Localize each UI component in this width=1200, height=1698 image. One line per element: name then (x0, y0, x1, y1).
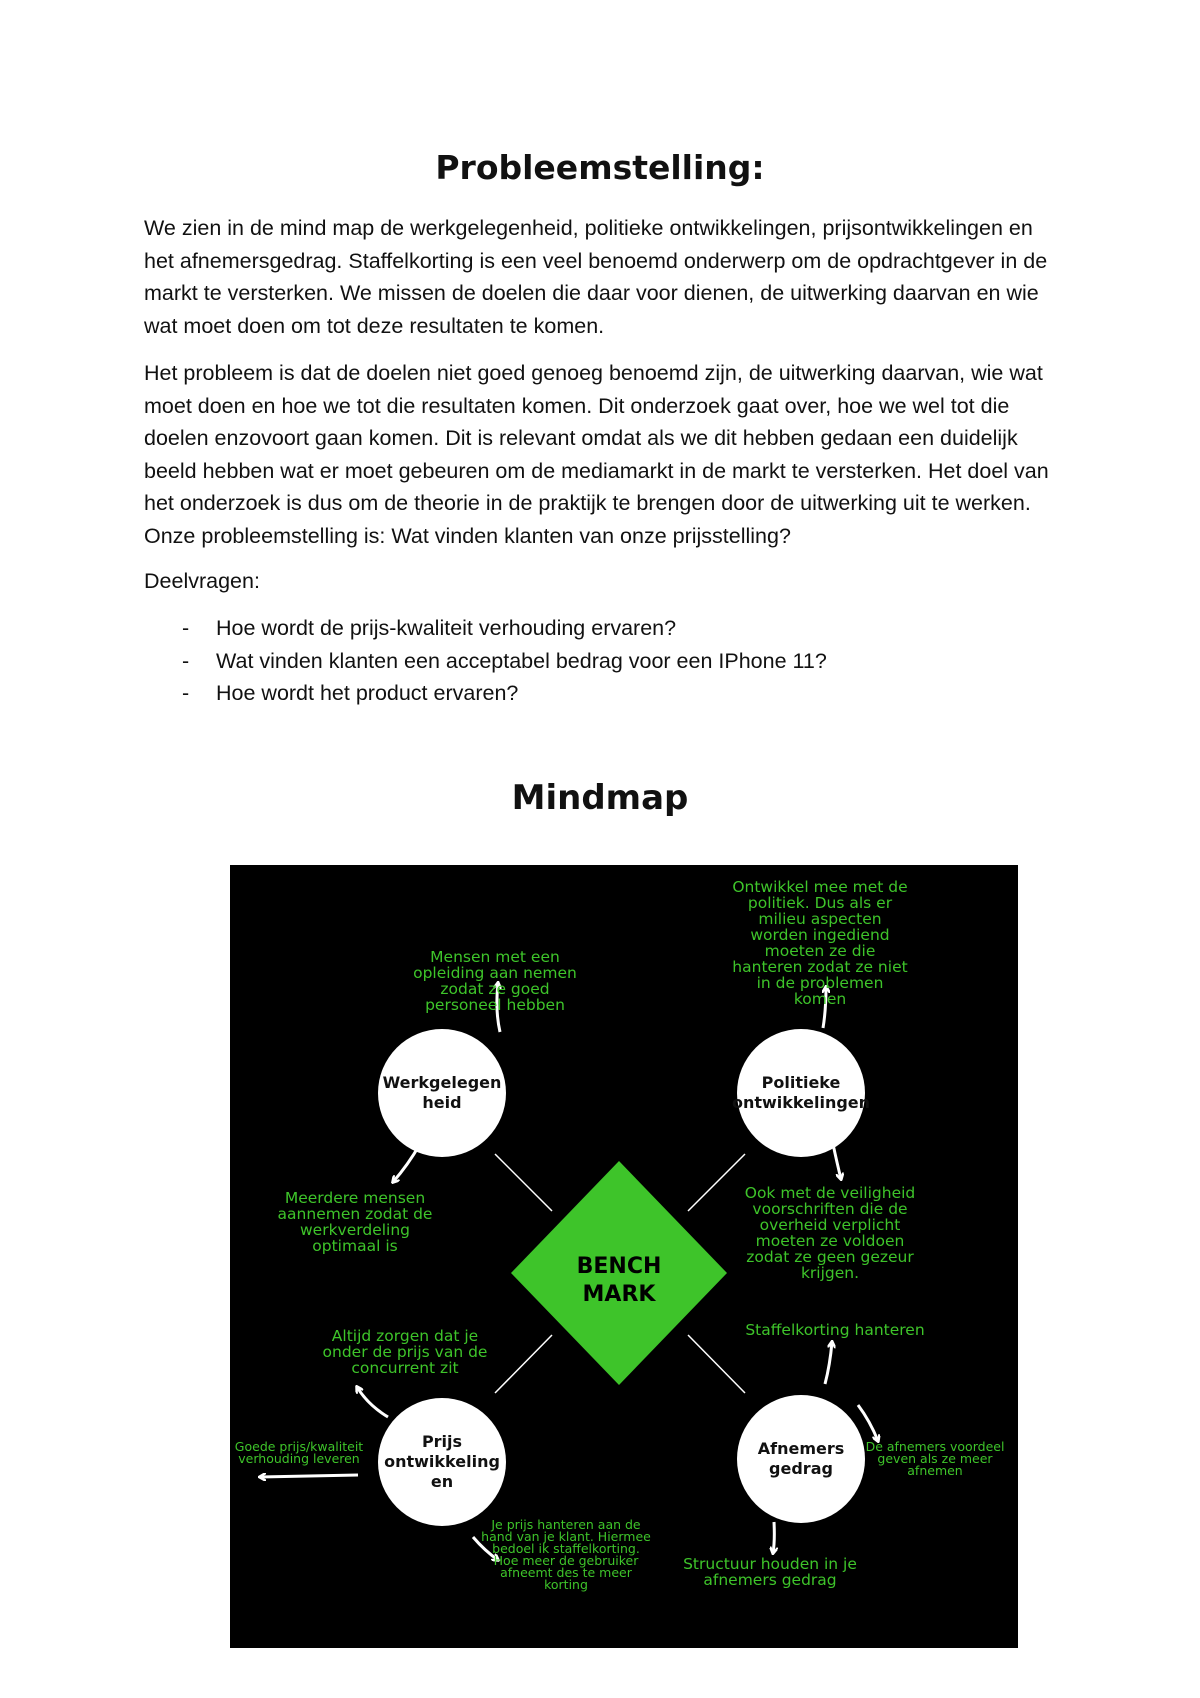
subquestions-label: Deelvragen: (144, 569, 260, 593)
subquestion-text: Hoe wordt de prijs-kwaliteit verhouding ervaren? (216, 616, 677, 640)
center-label (534, 1253, 704, 1309)
list-item (144, 677, 827, 710)
problem-heading: Probleemstelling: (435, 148, 765, 187)
note-pol-bottom: Ook met de veiligheid voorschriften die de overheid verplicht moeten ze voldoen zodat ze geen gezeur krijgen. (744, 1184, 916, 1282)
note-werk-top: Mensen met een opleiding aan nemen zodat ze goed personeel hebben (413, 948, 577, 1014)
node-label: en (430, 1472, 454, 1491)
node-label: heid (422, 1093, 462, 1112)
arrow-icon (825, 1342, 832, 1384)
intro-paragraph: We zien in de mind map de werkgelegenheid, politieke ontwikkelingen, prijsontwikkelingen en het afnemersgedrag. Staffelkorting is een veel benoemd onderwerp om de opdrachtgever in de markt te versterken. We missen de doelen die daar voor dienen, de uitwerking daarvan en wie wat moet doen om tot deze resultaten te komen. (144, 216, 1048, 338)
note-afn-bottom: Structuur houden in je afnemers gedrag (683, 1555, 857, 1589)
arrow-icon (858, 1405, 878, 1441)
note-prijs-left: Goede prijs/kwaliteit verhouding leveren (234, 1439, 364, 1466)
arrow-icon (833, 1144, 841, 1179)
node-label: Werkgelegen (382, 1073, 502, 1092)
connector-line (495, 1154, 552, 1211)
center-label-line: MARK (582, 1282, 656, 1307)
note-pol-top: Ontwikkel mee met de politiek. Dus als er milieu aspecten worden ingediend moeten ze die hanteren zodat ze niet in de problemen komen (732, 878, 908, 1008)
arrow-icon (357, 1387, 388, 1417)
node-label: Afnemers (757, 1439, 845, 1458)
center-label-line: BENCH (576, 1254, 662, 1279)
list-item (144, 645, 827, 678)
subquestion-text: Hoe wordt het product ervaren? (216, 681, 519, 705)
subquestion-text: Wat vinden klanten een acceptabel bedrag voor een IPhone 11? (216, 648, 827, 673)
node-label: ontwikkeling (384, 1452, 500, 1471)
node-label: ontwikkelingen (731, 1093, 871, 1112)
note-afn-top: Staffelkorting hanteren (745, 1321, 925, 1339)
mindmap-heading: Mindmap (511, 778, 689, 818)
connector-line (688, 1335, 745, 1393)
mindmap-image (230, 865, 1018, 1648)
node-afnemersgedrag (737, 1395, 865, 1523)
arrow-icon (260, 1475, 358, 1477)
note-werk-bottom: Meerdere mensen aannemen zodat de werkverdeling optimaal is (277, 1189, 433, 1255)
problem-paragraph: Het probleem is dat de doelen niet goed genoeg benoemd zijn, de uitwerking daarvan, wie wat moet doen en hoe we tot die resultaten komen. Dit onderzoek gaat over, hoe we wel tot die doelen enzovoort gaan komen. Dit is relevant omdat als we dit hebben gedaan een duidelijk beeld hebben wat er moet gebeuren om de mediamarkt in de markt te versterken. Het doel van het onderzoek is dus om de theorie in de praktijk te brengen door de uitwerking uit te werken. Onze probleemstelling is: Wat vinden klanten van onze prijsstelling? (144, 361, 1049, 548)
note-afn-right: De afnemers voordeel geven als ze meer afnemen (865, 1439, 1005, 1478)
note-prijs-bottom: Je prijs hanteren aan de hand van je klant. Hiermee bedoel ik staffelkorting. Hoe meer de gebruiker afneemt des te meer korting (481, 1517, 651, 1592)
subquestions-list (144, 612, 827, 710)
node-prijsontwikkelingen (378, 1398, 506, 1526)
node-label: Prijs (421, 1432, 463, 1451)
arrow-icon (773, 1522, 774, 1553)
node-werkgelegenheid (378, 1029, 506, 1157)
note-prijs-top: Altijd zorgen dat je onder de prijs van de concurrent zit (322, 1327, 488, 1377)
list-item (144, 612, 827, 645)
node-politieke-ontwikkelingen (731, 1029, 871, 1157)
node-label: gedrag (769, 1459, 833, 1478)
node-label: Politieke (761, 1073, 841, 1092)
bullet-dash: - (182, 681, 190, 705)
bullet-dash: - (182, 648, 190, 673)
bullet-dash: - (182, 616, 190, 640)
